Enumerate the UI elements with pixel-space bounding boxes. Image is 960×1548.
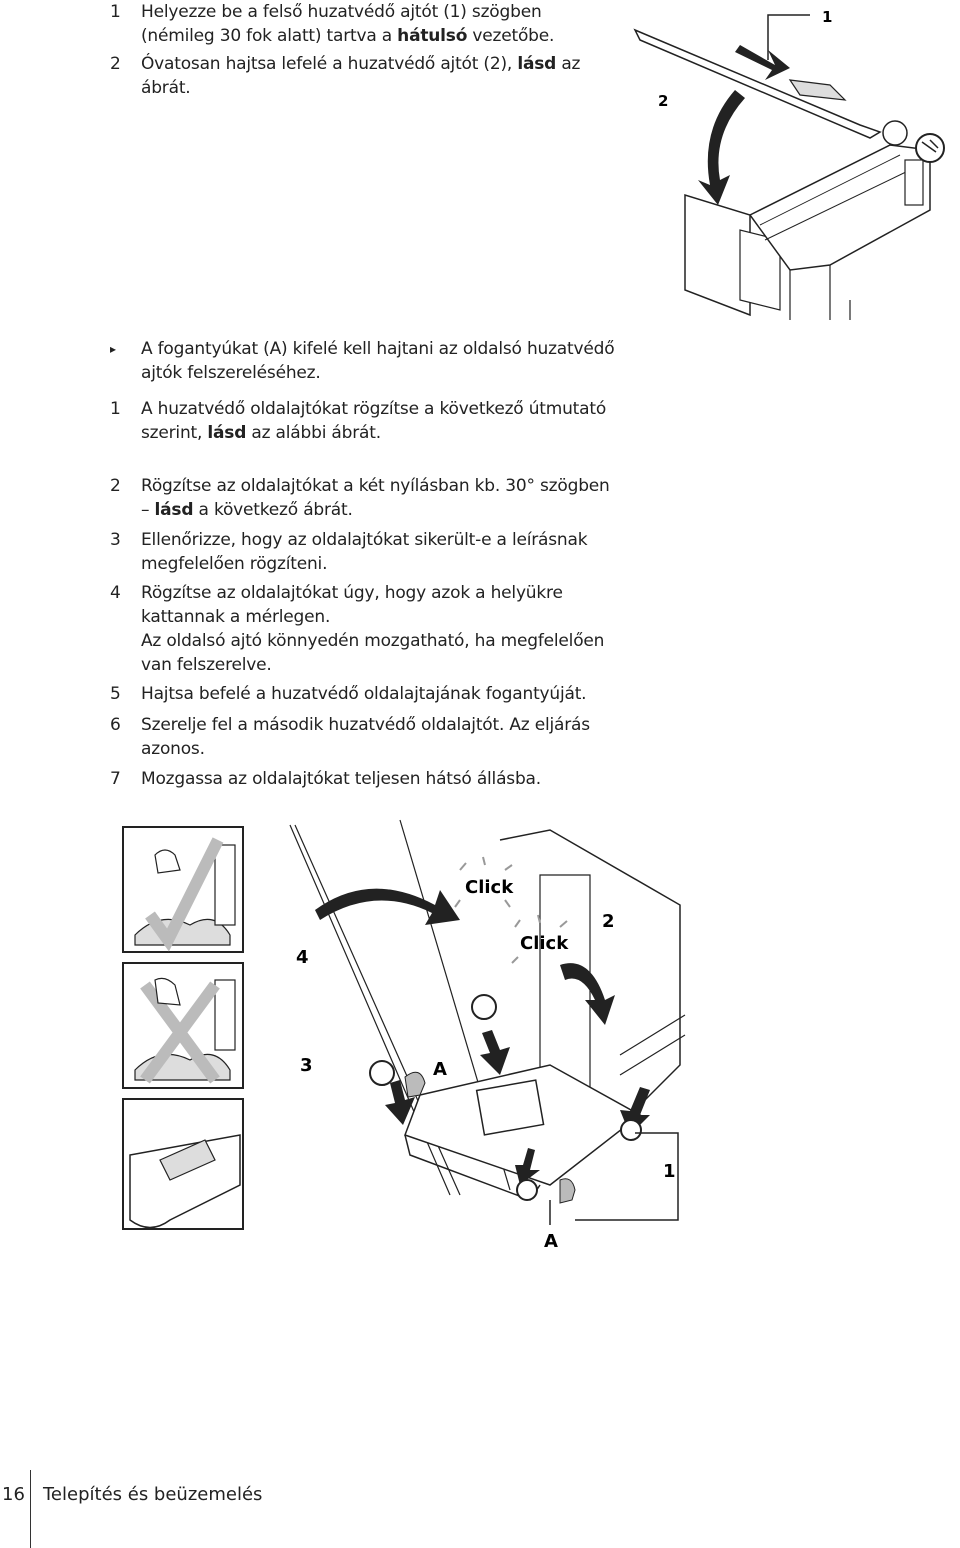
- section-title: Telepítés és beüzemelés: [43, 1484, 263, 1505]
- footer-divider: [30, 1470, 31, 1548]
- step-text: Szerelje fel a második huzatvédő oldalajtót. Az eljárás azonos.: [141, 715, 590, 759]
- label-4: 4: [296, 947, 309, 968]
- guide-block: [905, 160, 923, 205]
- page-number: 16: [2, 1484, 25, 1505]
- label-a: A: [433, 1059, 447, 1080]
- step-extra: Az oldalsó ajtó könnyedén mozgatható, ha megfelelően van felszerelve.: [141, 631, 605, 675]
- step-text: Hajtsa befelé a huzatvédő oldalajtajának fogantyúját.: [141, 684, 587, 704]
- guide-symbol: [370, 1061, 394, 1085]
- door-handle: [790, 80, 845, 100]
- step-number: 5: [110, 684, 121, 704]
- step-number: 2: [110, 476, 121, 496]
- label-2: 2: [602, 911, 615, 932]
- step-text: Óvatosan hajtsa lefelé a huzatvédő ajtót (2), lásd az ábrát.: [141, 54, 581, 98]
- handle-a: [560, 1179, 575, 1203]
- guide-symbol: [883, 121, 907, 145]
- note-text: A fogantyúkat (A) kifelé kell hajtani az oldalsó huzatvédő ajtók felszereléséhez.: [141, 339, 615, 383]
- weighing-pan: [477, 1080, 544, 1135]
- side-door-figure: [120, 815, 690, 1255]
- label-1: 1: [822, 8, 833, 26]
- label-3: 3: [300, 1055, 313, 1076]
- guide-symbol: [517, 1180, 537, 1200]
- step-number: 3: [110, 530, 121, 550]
- top-door-panel: [635, 30, 880, 138]
- label-2: 2: [658, 92, 669, 110]
- guide-symbol: [472, 995, 496, 1019]
- rear-wall: [540, 875, 590, 1095]
- note-handles: [110, 337, 620, 385]
- arrow-down: [480, 1030, 510, 1075]
- step-text: Helyezze be a felső huzatvédő ajtót (1) szögben (némileg 30 fok alatt) tartva a hátulsó vezetőbe.: [141, 2, 555, 46]
- step-insert-top-door: [110, 0, 620, 48]
- step-number: 2: [110, 54, 121, 74]
- step-number: 7: [110, 769, 121, 789]
- click-label: Click: [465, 877, 514, 898]
- step-second-door: [110, 713, 620, 761]
- step-fold-handle: [110, 682, 620, 706]
- note-marker: ▸: [110, 342, 116, 356]
- step-lower-top-door: [110, 52, 620, 100]
- step-move-back: [110, 767, 620, 791]
- arrow-lower: [698, 90, 745, 205]
- guide-symbol: [621, 1120, 641, 1140]
- step-fix-side-doors: [110, 397, 620, 445]
- inset-correct-door: [215, 845, 235, 925]
- step-check: [110, 528, 620, 576]
- handle-a: [405, 1072, 425, 1097]
- step-angle: [110, 474, 620, 522]
- top-door-figure: [600, 0, 960, 320]
- step-number: 6: [110, 715, 121, 735]
- arrow-insert: [735, 45, 790, 80]
- step-text: Rögzítse az oldalajtókat úgy, hogy azok a helyükre kattannak a mérlegen. Az oldalsó ajtó könnyedén mozgatható, ha megfelelően van felszerelve.: [141, 583, 605, 675]
- frame-posts: [790, 265, 850, 320]
- step-text: Rögzítse az oldalajtókat a két nyílásban kb. 30° szögben – lásd a következő ábrát.: [141, 476, 610, 520]
- balance-frame: [750, 145, 930, 270]
- label-a: A: [544, 1231, 558, 1252]
- click-label: Click: [520, 933, 569, 954]
- step-number: 1: [110, 2, 121, 22]
- step-text: Mozgassa az oldalajtókat teljesen hátsó állásba.: [141, 769, 541, 789]
- callout-line-1: [768, 15, 810, 60]
- step-text: A huzatvédő oldalajtókat rögzítse a következő útmutató szerint, lásd az alábbi ábrát.: [141, 399, 607, 443]
- step-number: 1: [110, 399, 121, 419]
- label-1: 1: [663, 1161, 676, 1182]
- step-text: Ellenőrizze, hogy az oldalajtókat sikerült-e a leírásnak megfelelően rögzíteni.: [141, 530, 588, 574]
- step-click-in: [110, 581, 620, 677]
- step-number: 4: [110, 583, 121, 603]
